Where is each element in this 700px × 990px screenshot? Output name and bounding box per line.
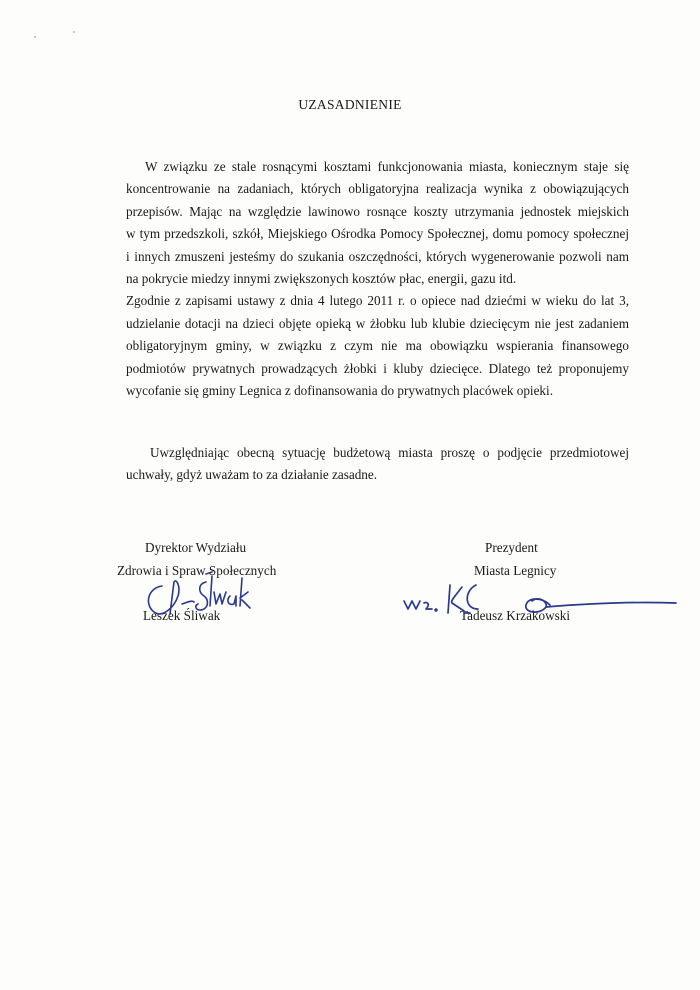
paragraph-line: na pokrycie miedzy innymi zwiększonych kosztów płac, energii, gazu itd. — [126, 271, 517, 287]
paragraph-line: wycofanie się gminy Legnica z dofinansowania do prywatnych placówek opieki. — [126, 383, 553, 399]
scan-speck — [34, 36, 36, 38]
signatory-name: Tadeusz Krzakowski — [460, 608, 571, 623]
request-paragraph — [126, 442, 629, 487]
signatory-office: Miasta Legnicy — [474, 562, 557, 578]
paragraph-line: Uwzględniając obecną sytuację budżetową miasta proszę o podjęcie przedmiotowej — [150, 445, 629, 460]
paragraph-line: w tym przedszkoli, szkół, Miejskiego Ośrodka Pomocy Społecznej, domu pomocy społecznej — [126, 226, 629, 242]
signatory-department: Zdrowia i Spraw Społecznych — [117, 562, 277, 578]
signatory-name: Leszek Śliwak — [143, 608, 221, 623]
justification-paragraph — [126, 156, 629, 402]
paragraph-line: obligatoryjnym gminy, w związku z czym nie ma obowiązku wspierania finansowego — [126, 338, 629, 354]
paragraph-line: W związku ze stale rosnącymi kosztami funkcjonowania miasta, koniecznym staje się — [145, 159, 629, 174]
signatory-role: Prezydent — [485, 540, 538, 555]
paragraph-line: podmiotów prywatnych prowadzących żłobki i kluby dziecięce. Dlatego też proponujemy — [126, 360, 629, 376]
handwritten-signature-director — [140, 570, 270, 620]
scan-speck — [73, 31, 75, 33]
paragraph-line: Zgodnie z zapisami ustawy z dnia 4 lutego 2011 r. o opiece nad dziećmi w wieku do lat 3, — [126, 293, 629, 309]
paragraph-line: koncentrowanie na zadaniach, których obligatoryjna realizacja wynika z obowiązujących — [126, 181, 629, 197]
paragraph-line: udzielanie dotacji na dzieci objęte opieką w żłobku lub klubie dziecięcym nie jest zadaniem — [126, 315, 629, 331]
signatory-role: Dyrektor Wydziału — [145, 540, 247, 555]
paragraph-line: i innych zmuszeni jesteśmy do szukania oszczędności, których wygenerowanie pozwoli nam — [126, 248, 629, 264]
paragraph-line: przepisów. Mając na względzie lawinowo rosnące koszty utrzymania jednostek miejskich — [126, 203, 629, 219]
paragraph-line: uchwały, gdyż uważam to za działanie zasadne. — [126, 467, 378, 483]
handwritten-signature-president — [400, 575, 680, 625]
document-title: UZASADNIENIE — [298, 97, 402, 112]
